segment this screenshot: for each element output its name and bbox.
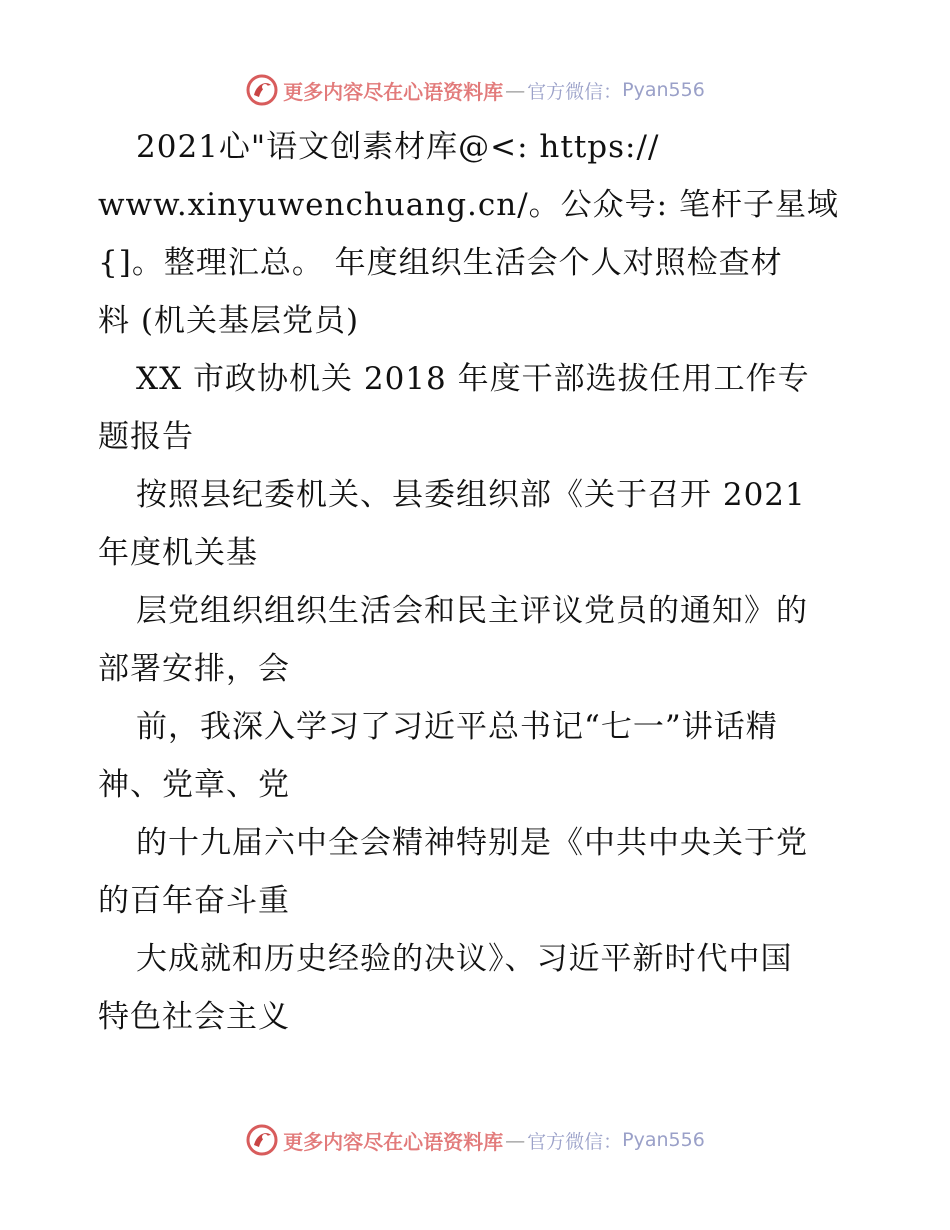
header-wechat-label: 官方微信：: [527, 80, 623, 103]
footer-wechat-id: Pyan556: [622, 1129, 705, 1151]
body-line: 神、党章、党: [98, 767, 290, 803]
body-line: 年度机关基: [98, 535, 258, 571]
footer-banner: [0, 1118, 950, 1162]
body-line: 特色社会主义: [98, 999, 290, 1035]
body-line: 的百年奋斗重: [98, 883, 290, 919]
body-line: {]。整理汇总。 年度组织生活会个人对照检查材: [98, 245, 783, 281]
header-banner: [0, 68, 950, 112]
body-line: 题报告: [98, 419, 194, 455]
red-swirl-logo-icon: [245, 1123, 279, 1157]
footer-wechat-label: 官方微信：: [527, 1130, 623, 1153]
header-banner-dash: —: [505, 78, 526, 102]
footer-banner-text: 更多内容尽在心语资料库: [283, 1129, 504, 1154]
body-line: XX 市政协机关 2018 年度干部选拔任用工作专: [136, 361, 810, 397]
document-body: [98, 118, 858, 1046]
body-line: 按照县纪委机关、县委组织部《关于召开 2021: [136, 477, 806, 513]
body-line: 2021心"语文创素材库@<: https://: [136, 129, 660, 165]
body-line: 前，我深入学习了习近平总书记“七一”讲话精: [136, 709, 778, 745]
red-swirl-logo-icon: [245, 73, 279, 107]
header-banner-content: [245, 73, 705, 107]
body-line: 料 (机关基层党员): [98, 303, 360, 339]
header-banner-text: 更多内容尽在心语资料库: [283, 79, 504, 104]
body-line: 大成就和历史经验的决议》、习近平新时代中国: [136, 941, 793, 977]
footer-banner-content: [245, 1123, 705, 1157]
body-line: www.xinyuwenchuang.cn/。公众号: 笔杆子星域: [98, 187, 839, 223]
body-line: 的十九届六中全会精神特别是《中共中央关于党: [136, 825, 808, 861]
footer-banner-dash: —: [505, 1128, 526, 1152]
body-line: 部署安排，会: [98, 651, 290, 687]
header-wechat-id: Pyan556: [622, 79, 705, 101]
body-line: 层党组织组织生活会和民主评议党员的通知》的: [136, 593, 808, 629]
